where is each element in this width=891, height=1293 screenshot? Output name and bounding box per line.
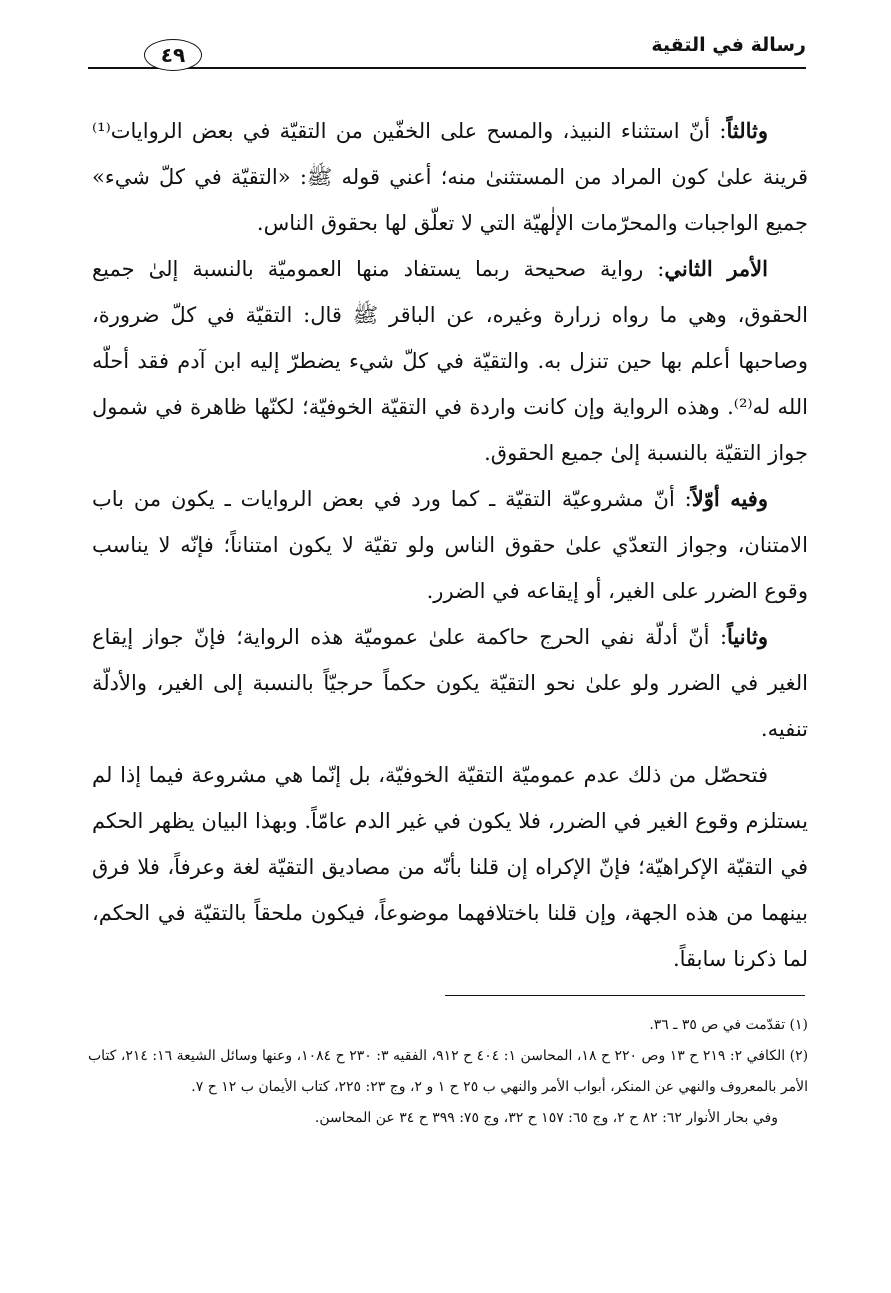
paragraph-lead: وثالثاً bbox=[726, 118, 768, 143]
header-rule bbox=[88, 67, 806, 69]
paragraph-lead: الأمر الثاني bbox=[664, 256, 768, 281]
paragraph-5: فتحصّل من ذلك عدم عموميّة التقيّة الخوفيّة، بل إنّما هي مشروعة فيما إذا لم يستلزم وقوع الغير في الضرر، فلا يكون في غير الدم عامّاً. وبهذا البيان يظهر الحكم في التقيّة الإكراهيّة؛ فإنّ الإكراه إن قلنا بأنّه من مصاديق التقيّة لغة وعرفاً، فلا فرق بينهما من هذه الجهة، وإن قلنا باختلافهما موضوعاً، فيكون ملحقاً بالتقيّة في الحكم، لما ذكرنا سابقاً. bbox=[92, 763, 808, 971]
paragraph-3 bbox=[92, 476, 808, 614]
running-title: رسالة في التقية bbox=[651, 34, 806, 56]
footnote-1: (١) تقدّمت في ص ٣٥ ـ ٣٦. bbox=[649, 1017, 808, 1033]
paragraph-text: : أنّ أدلّة نفي الحرج حاكمة علىٰ عموميّة هذه الرواية؛ فإنّ جواز إيقاع الغير في الضرر ولو علىٰ نحو التقيّة يكون حكماً حرجيّاً بالنسبة إلى الغير، والأدلّة تنفيه. bbox=[92, 625, 808, 741]
paragraph-text: : أنّ استثناء النبيذ، والمسح على الخفّين من التقيّة في بعض الروايات⁽¹⁾ قرينة علىٰ كون المراد من المستثنىٰ منه؛ أعني قوله ﷺ: «التقيّة في كلّ شيء» جميع الواجبات والمحرّمات الإلٰهيّة التي لا تعلّق لها بحقوق الناس. bbox=[92, 119, 808, 235]
paragraph-4 bbox=[92, 614, 808, 752]
paragraph-2 bbox=[92, 246, 808, 476]
page-header bbox=[88, 30, 806, 74]
paragraph-text: : أنّ مشروعيّة التقيّة ـ كما ورد في بعض الروايات ـ يكون من باب الامتنان، وجواز التعدّي علىٰ حقوق الناس ولو تقيّة لا يكون امتناناً؛ فإنّه لا يناسب وقوع الضرر على الغير، أو إيقاعه في الضرر. bbox=[92, 487, 808, 603]
paragraph-text: : رواية صحيحة ربما يستفاد منها العموميّة بالنسبة إلىٰ جميع الحقوق، وهي ما رواه زرارة وغيره، عن الباقر ﷺ قال: التقيّة في كلّ ضرورة، وصاحبها أعلم بها حين تنزل به. والتقيّة في كلّ شيء يضطرّ إليه ابن آدم فقد أحلّه الله له⁽²⁾. وهذه الرواية وإن كانت واردة في التقيّة الخوفيّة؛ لكنّها ظاهرة في شمول جواز التقيّة بالنسبة إلىٰ جميع الحقوق. bbox=[92, 257, 809, 465]
footnotes bbox=[88, 1010, 808, 1134]
paragraph-1 bbox=[92, 108, 808, 246]
footnote-separator bbox=[445, 995, 805, 996]
paragraph-lead: وثانياً bbox=[727, 624, 768, 649]
page-number: ٤٩ bbox=[144, 39, 202, 71]
footnote-2: (٢) الكافي ٢: ٢١٩ ح ١٣ وص ٢٢٠ ح ١٨، المحاسن ١: ٤٠٤ ح ٩١٢، الفقيه ٣: ٢٣٠ ح ١٠٨٤، وعنها وسائل الشيعة ١٦: ٢١٤، كتاب الأمر بالمعروف والنهي عن المنكر، أبواب الأمر والنهي ب ٢٥ ح ١ و ٢، وج ٢٣: ٢٢٥، كتاب الأيمان ب ١٢ ح ٧. bbox=[88, 1048, 809, 1095]
main-text bbox=[92, 108, 808, 982]
paragraph-lead: وفيه أوّلاً bbox=[691, 486, 768, 511]
footnote-2-continuation: وفي بحار الأنوار ٦٢: ٨٢ ح ٢، وج ٦٥: ١٥٧ ح ٣٢، وج ٧٥: ٣٩٩ ح ٣٤ عن المحاسن. bbox=[314, 1110, 778, 1126]
